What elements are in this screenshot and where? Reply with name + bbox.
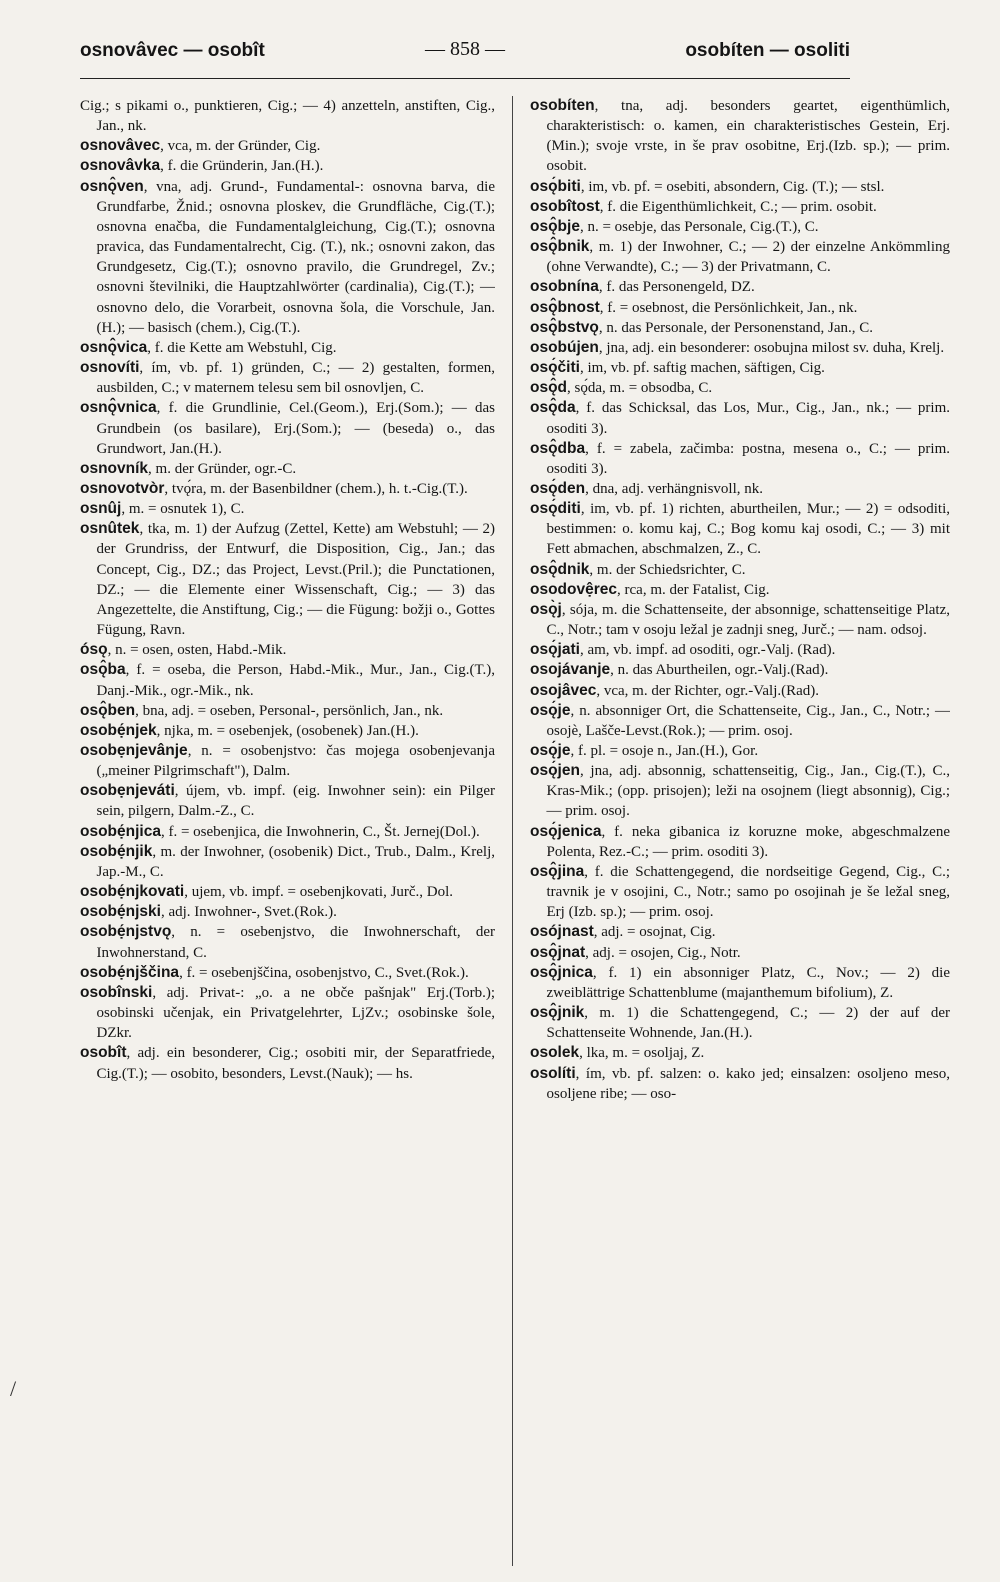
- dictionary-entry: [530, 1064, 950, 1104]
- entry-definition: , m. der Inwohner, (osobenik) Dict., Trub., Dalm., Krelj, Jap.-M., C.: [96, 843, 495, 880]
- dictionary-entry: [80, 136, 495, 156]
- entry-headword: osǫ̂dnik: [530, 560, 590, 578]
- dictionary-entry: [530, 1003, 950, 1043]
- dictionary-entry: [530, 378, 950, 398]
- dictionary-entry: [530, 398, 950, 438]
- dictionary-entry: [530, 237, 950, 277]
- dictionary-entry: [80, 177, 495, 338]
- dictionary-entry: [80, 479, 495, 499]
- entry-definition: , adj. Privat-: „o. a ne obče pašnjak" Erj.(Torb.); osobinski učenjak, ein Privatgelehrter, LjZv.; osobinske šole, DZkr.: [96, 984, 495, 1042]
- entry-headword: osobẹnjevânje: [80, 742, 188, 759]
- dictionary-entry: [530, 298, 950, 318]
- entry-definition: , f. pl. = osoje n., Jan.(H.), Gor.: [570, 743, 759, 759]
- entry-headword: osǫ́jenica: [530, 822, 602, 840]
- entry-definition: , f. = osebenjščina, osobenjstvo, C., Svet.(Rok.).: [179, 964, 469, 981]
- entry-definition: , f. = osebnost, die Persönlichkeit, Jan., nk.: [599, 299, 858, 316]
- header-rule: [80, 78, 850, 79]
- dictionary-entry: [80, 902, 495, 922]
- left-column: [80, 96, 495, 1566]
- entry-headword: osobît: [80, 1044, 127, 1062]
- entry-headword: osǫ́diti: [530, 500, 581, 518]
- dictionary-entry: [530, 681, 950, 701]
- entry-headword: osǫ́je: [530, 742, 571, 759]
- entry-definition: , f. die Gründerin, Jan.(H.).: [160, 158, 324, 175]
- entry-definition: , f. das Schicksal, das Los, Mur., Cig., Jan., nk.; — prim. osoditi 3).: [546, 400, 950, 437]
- dictionary-entry: [530, 822, 950, 862]
- entry-headword: osojávanje: [530, 661, 611, 679]
- entry-headword: osnǫ̂vnica: [80, 399, 157, 417]
- entry-headword: osǫ̂da: [530, 399, 576, 417]
- dictionary-entry: [530, 439, 950, 479]
- entry-headword: osnovâvec: [80, 137, 161, 155]
- entry-definition: , tvǫ́ra, m. der Basenbildner (chem.), h. t.-Cig.(T.).: [164, 480, 468, 497]
- entry-definition: , vna, adj. Grund-, Fundamental-: osnovna barva, die Grundfarbe, Žnid.; osnovna ploskev, die Grundfläche, Cig.(T.); osnovna enačba, die Fundamentalgleichung, Cig.(T.); osnovna pravica, das Fundamentalrecht, Cig. (T.), nk.; osnovni zakon, das Grundgesetz, Cig.(T.); osnovno pravilo, die Grundregel, Zv.; osnovni številniki, die Hauptzahlwörter (cardinalia), Cig.(T.); — osnovno delo, die Vorarbeit, osnovna šola, die Vorschule, Jan. (H.); — basisch (chem.), Cig.(T.).: [96, 178, 495, 336]
- dictionary-entry: [530, 1043, 950, 1063]
- entry-headword: osǫ́den: [530, 479, 586, 497]
- entry-headword: osnǫ̂vica: [80, 338, 148, 356]
- dictionary-entry: [530, 338, 950, 358]
- dictionary-entry: [80, 822, 495, 842]
- entry-headword: osnovíti: [80, 359, 140, 377]
- entry-definition: , m. 1) der Inwohner, C.; — 2) der einzelne Ankömmling (ohne Verwandte), C.; — 3) der Privatmann, C.: [546, 239, 950, 276]
- dictionary-entry: [530, 277, 950, 297]
- entry-headword: osójnast: [530, 923, 594, 941]
- entry-definition: , vca, m. der Gründer, Cig.: [160, 138, 321, 155]
- entry-headword: osobîtost: [530, 197, 600, 215]
- entry-headword: osǫ́jen: [530, 762, 580, 780]
- entry-definition: Cig.; s pikami o., punktieren, Cig.; — 4) anzetteln, anstiften, Cig., Jan., nk.: [80, 98, 495, 135]
- dictionary-entry: [530, 761, 950, 821]
- margin-mark: /: [10, 1376, 17, 1401]
- entry-definition: , ím, vb. pf. salzen: o. kako jed; einsalzen: osoljeno meso, osoljene ribe; — oso-: [546, 1065, 950, 1102]
- entry-headword: osobẹ́njek: [80, 721, 157, 739]
- entry-headword: osnovník: [80, 459, 149, 477]
- entry-headword: osǫ̂jnica: [530, 963, 593, 981]
- dictionary-entry: [80, 499, 495, 519]
- dictionary-entry: [530, 922, 950, 942]
- entry-headword: osǫ̂ba: [80, 661, 126, 679]
- entry-headword: osobẹ́njstvǫ: [80, 923, 172, 941]
- entry-definition: , ím, vb. pf. 1) gründen, C.; — 2) gestalten, formen, ausbilden, C.; v maternem telesu sem bil osnovljen, C.: [96, 360, 495, 397]
- dictionary-entry: [530, 318, 950, 338]
- entry-headword: osolíti: [530, 1064, 576, 1082]
- entry-headword: osǫ́jati: [530, 641, 580, 659]
- entry-definition: , f. = zabela, začimba: postna, mesena o., C.; — prim. osoditi 3).: [546, 440, 950, 477]
- dictionary-entry: [530, 600, 950, 640]
- dictionary-entry: [80, 660, 495, 700]
- dictionary-entry: [80, 963, 495, 983]
- entry-headword: osǫ̀j: [530, 600, 562, 618]
- dictionary-entry: [530, 963, 950, 1003]
- entry-headword: osodovệrec: [530, 580, 618, 598]
- entry-headword: osǫ̂d: [530, 379, 568, 397]
- entry-definition: , m. der Gründer, ogr.-C.: [148, 460, 297, 477]
- entry-definition: , n. = osebenjstvo, die Inwohnerschaft, der Inwohnerstand, C.: [96, 924, 495, 961]
- entry-definition: , f. die Grundlinie, Cel.(Geom.), Erj.(Som.); — das Grundbein (os basilare), Erj.(Som.); — (beseda) o., das Grundwort, Jan.(H.).: [96, 400, 495, 457]
- entry-headword: osǫ̂ben: [80, 701, 136, 719]
- dictionary-entry: [80, 701, 495, 721]
- dictionary-entry: [80, 882, 495, 902]
- entry-definition: , adj. = osojen, Cig., Notr.: [585, 944, 741, 961]
- entry-headword: osǫ̂dba: [530, 439, 586, 457]
- dictionary-entry: [80, 640, 495, 660]
- dictionary-entry: [80, 842, 495, 882]
- entry-headword: osobnína: [530, 278, 599, 296]
- entry-definition: , m. = osnutek 1), C.: [121, 501, 245, 518]
- dictionary-entry: [530, 479, 950, 499]
- entry-definition: , lka, m. = osoljaj, Z.: [579, 1045, 705, 1062]
- entry-definition: , f. die Eigenthümlichkeit, C.; — prim. osobit.: [599, 198, 877, 215]
- entry-definition: , njka, m. = osebenjek, (osobenek) Jan.(H.).: [156, 722, 419, 739]
- entry-headword: osobẹ́njik: [80, 842, 153, 860]
- entry-definition: , jna, adj. absonnig, schattenseitig, Cig., Jan., Cig.(T.), C., Kras-Mik.; (opp. prisojen); leži na osojnem (liegt absonnig), Cig.; — prim. osoj.: [546, 763, 950, 820]
- entry-definition: , m. 1) die Schattengegend, C.; — 2) der auf der Schattenseite Wohnende, Jan.(H.).: [546, 1005, 950, 1042]
- entry-headword: osnûj: [80, 500, 122, 518]
- dictionary-entry: [530, 197, 950, 217]
- entry-definition: , n. = osen, osten, Habd.-Mik.: [107, 642, 287, 659]
- column-divider: [512, 96, 513, 1566]
- dictionary-entry: [530, 660, 950, 680]
- entry-definition: , vca, m. der Richter, ogr.-Valj.(Rad).: [596, 682, 820, 699]
- entry-definition: , f. neka gibanica iz koruzne moke, abgeschmalzene Polenta, Rez.-C.; — prim. osoditi 3).: [546, 823, 950, 860]
- entry-headword: osobînski: [80, 983, 153, 1001]
- entry-definition: , ujem, vb. impf. = osebenjkovati, Jurč., Dol.: [184, 884, 454, 901]
- entry-headword: osobẹ́njski: [80, 903, 161, 921]
- entry-definition: , f. = osebenjica, die Inwohnerin, C., Št. Jernej(Dol.).: [160, 823, 480, 840]
- entry-headword: osǫ̂bnik: [530, 238, 590, 256]
- dictionary-entry: [80, 398, 495, 458]
- entry-definition: , n. das Aburtheilen, ogr.-Valj.(Rad).: [610, 662, 829, 679]
- dictionary-entry: [530, 701, 950, 741]
- dictionary-entry: [80, 983, 495, 1043]
- entry-definition: , jna, adj. ein besonderer: osobujna milost sv. duha, Krelj.: [598, 339, 945, 356]
- entry-headword: ósǫ: [80, 641, 108, 659]
- dictionary-entry: [80, 781, 495, 821]
- entry-definition: , im, vb. pf. = osebiti, absondern, Cig. (T.); — stsl.: [580, 178, 885, 195]
- dictionary-entry: [80, 922, 495, 962]
- dictionary-entry: [530, 741, 950, 761]
- dictionary-entry: [530, 96, 950, 177]
- entry-definition: , tka, m. 1) der Aufzug (Zettel, Kette) am Webstuhl; — 2) der Grundriss, der Entwurf, die Disposition, Cig., Jan.; das Concept, Cig., DZ.; das Project, Levst.(Pril.); die Punctationen, DZ.; — die Elemente einer Wissenschaft, Cig.; — 3) das Angezettelte, die Anstiftung, Cig.; — die Fügung: božji o., Gottes Fügung, Ravn.: [96, 521, 495, 639]
- entry-definition: , n. = osebje, das Personale, Cig.(T.), C.: [579, 218, 819, 235]
- entry-headword: osojâvec: [530, 681, 597, 699]
- entry-definition: , n. das Personale, der Personenstand, Jan., C.: [598, 319, 874, 336]
- entry-headword: osǫ̂jina: [530, 862, 585, 880]
- entry-definition: , im, vb. pf. 1) richten, aburtheilen, Mur.; — 2) = odsoditi, bestimmen: o. komu kaj, C.; Bog komu kaj osodi, C.; — 3) mit Fett abmachen, abschmalzen, Z., C.: [546, 501, 950, 558]
- entry-headword: osobẹ́njica: [80, 822, 161, 840]
- entry-definition: , n. absonniger Ort, die Schattenseite, Cig., Jan., C., Notr.; — osojè, Lašče-Levst.(Rok.); — prim. osoj.: [546, 702, 950, 739]
- entry-definition: , im, vb. pf. saftig machen, säftigen, Cig.: [579, 360, 825, 377]
- page-number: — 858 —: [425, 38, 505, 60]
- entry-headword: osobẹ́njkovati: [80, 883, 185, 901]
- entry-definition: , f. die Kette am Webstuhl, Cig.: [147, 339, 337, 356]
- dictionary-entry: [80, 741, 495, 781]
- dictionary-entry: [530, 499, 950, 559]
- dictionary-entry: [80, 156, 495, 176]
- entry-headword: osolek: [530, 1044, 580, 1062]
- entry-definition: , dna, adj. verhängnisvoll, nk.: [585, 480, 764, 497]
- dictionary-entry: [530, 862, 950, 922]
- dictionary-entry: [530, 177, 950, 197]
- entry-headword: osnovotvòr: [80, 479, 165, 497]
- entry-headword: osobíten: [530, 97, 595, 114]
- entry-definition: , bna, adj. = oseben, Personal-, persönlich, Jan., nk.: [135, 702, 444, 719]
- header-right: osobíten — osoliti: [685, 40, 850, 61]
- entry-headword: osǫ̂jnat: [530, 943, 586, 961]
- entry-definition: , adj. = osojnat, Cig.: [593, 924, 716, 941]
- dictionary-entry: [530, 943, 950, 963]
- entry-headword: osnovâvka: [80, 157, 161, 175]
- entry-headword: osnǫ̂ven: [80, 177, 144, 195]
- dictionary-entry: [80, 519, 495, 640]
- entry-definition: , rca, m. der Fatalist, Cig.: [617, 581, 770, 598]
- dictionary-entry: [530, 640, 950, 660]
- entry-definition: , sója, m. die Schattenseite, der absonnige, schattenseitige Platz, C., Notr.; tam v osoju ležal je zadnji sneg, Jurč.; — nam. odsoj.: [546, 601, 950, 639]
- entry-headword: osǫ̂jnik: [530, 1004, 585, 1022]
- entry-headword: osobẹnjeváti: [80, 782, 175, 800]
- dictionary-entry: [80, 96, 495, 136]
- entry-definition: , adj. ein besonderer, Cig.; osobiti mir, der Separatfriede, Cig.(T.); — osobito, besonders, Levst.(Nauk); — hs.: [96, 1045, 495, 1082]
- dictionary-entry: [80, 338, 495, 358]
- entry-definition: , sǫ́da, m. = obsodba, C.: [567, 380, 713, 397]
- entry-headword: osǫ̂bnost: [530, 298, 600, 316]
- entry-definition: , m. der Schiedsrichter, C.: [589, 561, 746, 578]
- entry-headword: osobújen: [530, 338, 599, 356]
- entry-definition: , f. = oseba, die Person, Habd.-Mik., Mur., Jan., Cig.(T.), Danj.-Mik., ogr.-Mik., nk.: [96, 662, 495, 699]
- entry-definition: , f. die Schattengegend, die nordseitige Gegend, Cig., C.; travnik je v osojini, C., Notr.; samo po osojinah je še ležal sneg, Erj (Izb. sp.); — prim. osoj.: [546, 863, 950, 921]
- entry-headword: osǫ́je: [530, 701, 571, 719]
- header-left: osnovâvec — osobît: [80, 40, 265, 61]
- entry-definition: , n. = osobenjstvo: čas mojega osobenjevanja („meiner Pilgrimschaft"), Dalm.: [96, 743, 495, 780]
- entry-headword: osnûtek: [80, 520, 140, 538]
- entry-definition: , f. 1) ein absonniger Platz, C., Nov.; — 2) die zweiblättrige Schattenblume (majanthemum bifolium), Z.: [546, 964, 950, 1001]
- entry-definition: , tna, adj. besonders geartet, eigenthümlich, charakteristisch: o. kamen, ein charakteristisches Gestein, Erj.(Min.); svoje vrste, in še prav osobitne, Erj.(Izb. sp.); — prim. osobit.: [546, 98, 950, 175]
- entry-definition: , újem, vb. impf. (eig. Inwohner sein): ein Pilger sein, pilgern, Dalm.-Z., C.: [96, 783, 495, 820]
- running-header: [80, 40, 850, 70]
- dictionary-entry: [80, 721, 495, 741]
- dictionary-entry: [530, 580, 950, 600]
- dictionary-entry: [80, 459, 495, 479]
- entry-headword: osǫ̂bstvǫ: [530, 318, 599, 336]
- entry-definition: , adj. Inwohner-, Svet.(Rok.).: [160, 904, 337, 921]
- dictionary-entry: [80, 358, 495, 398]
- dictionary-entry: [530, 217, 950, 237]
- entry-definition: , f. das Personengeld, DZ.: [598, 279, 755, 296]
- entry-headword: osǫ̂bje: [530, 217, 580, 235]
- dictionary-entry: [80, 1043, 495, 1083]
- right-column: [530, 96, 950, 1566]
- dictionary-entry: [530, 358, 950, 378]
- dictionary-entry: [530, 560, 950, 580]
- entry-headword: osǫ́čiti: [530, 359, 580, 377]
- entry-headword: osǫ́biti: [530, 177, 581, 195]
- entry-headword: osobẹ́njščina: [80, 963, 180, 981]
- entry-definition: , am, vb. impf. ad osoditi, ogr.-Valj. (Rad).: [579, 642, 836, 659]
